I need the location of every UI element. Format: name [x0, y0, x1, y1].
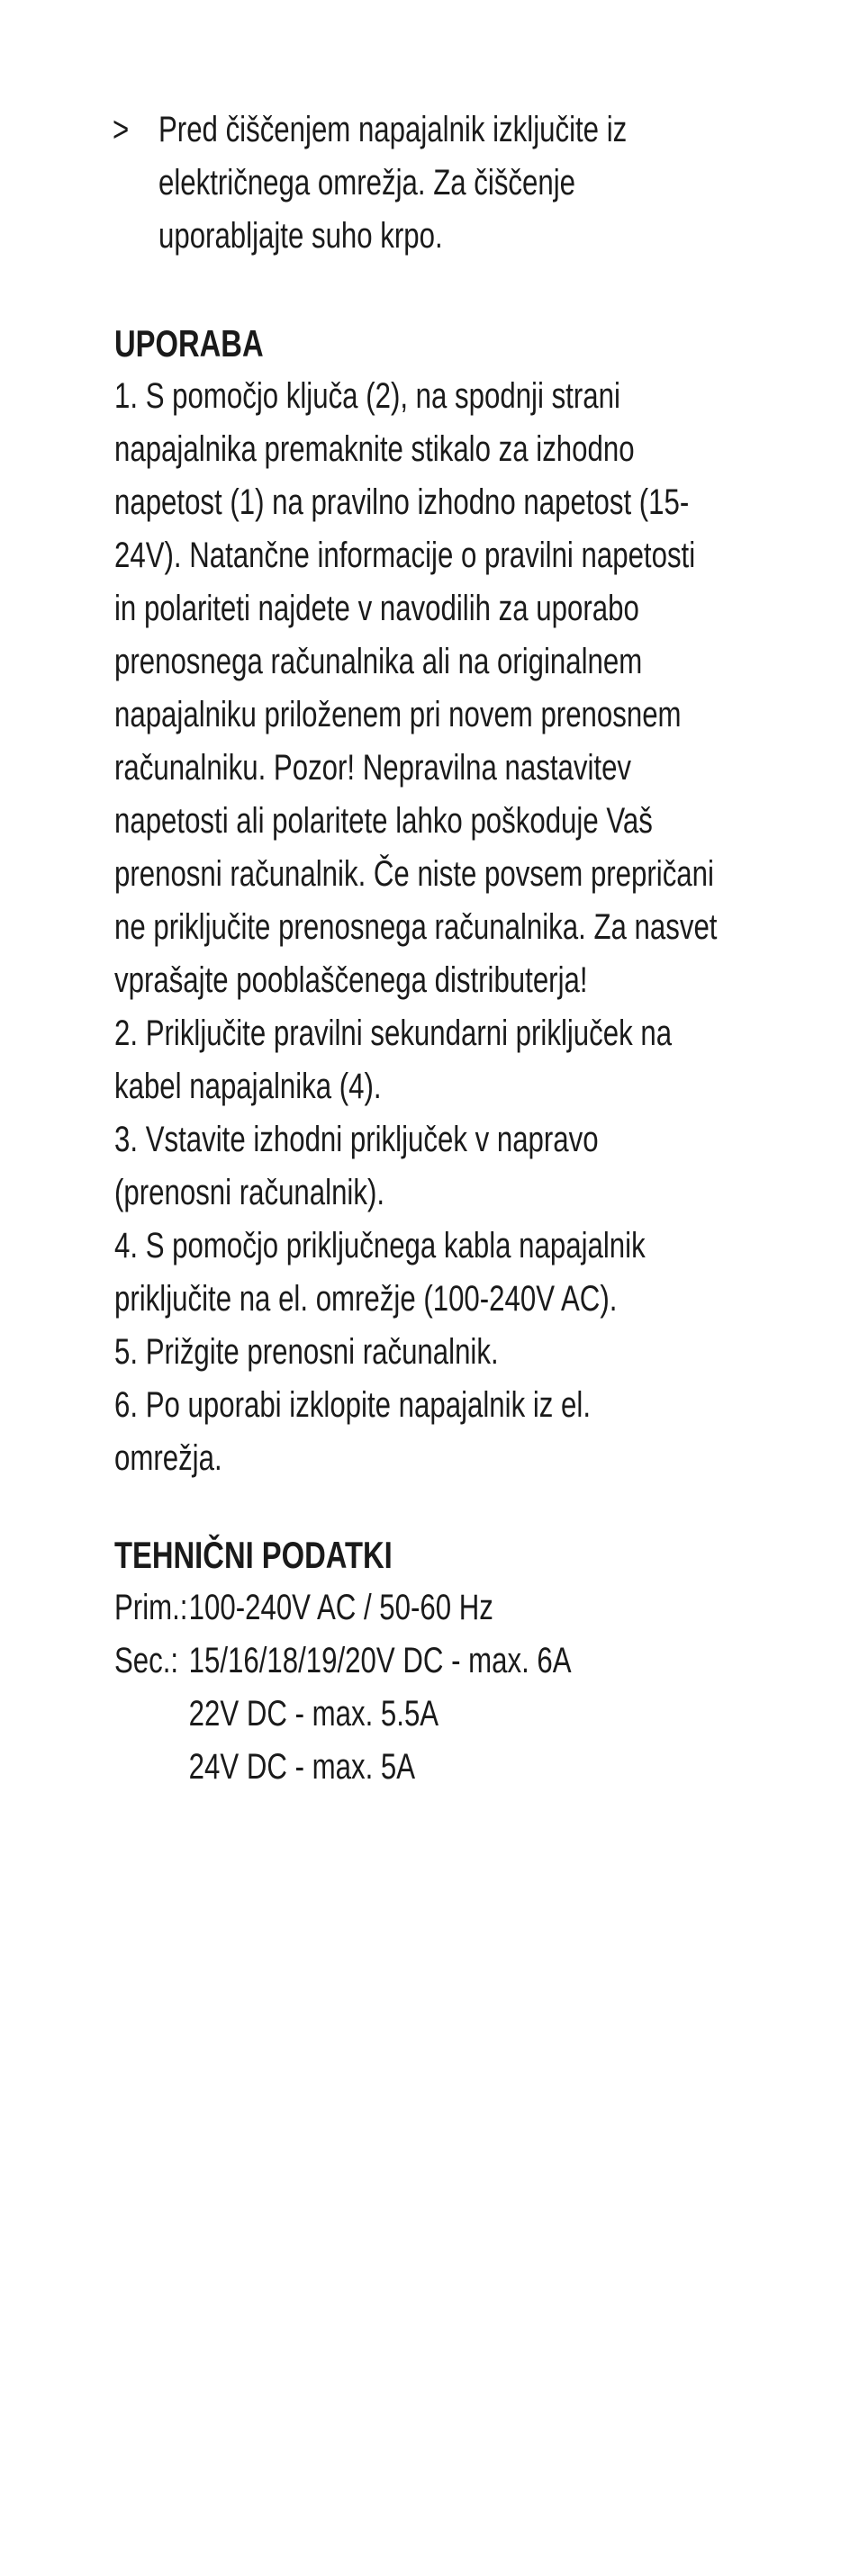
usage-line: napetosti ali polaritete lahko poškoduje Vaš: [114, 801, 653, 841]
usage-line: napajalnika premaknite stikalo za izhodno: [114, 429, 635, 469]
spec-value: 22V DC - max. 5.5A: [188, 1694, 439, 1734]
tech-specs-heading: TEHNIČNI PODATKI: [114, 1534, 393, 1576]
usage-line: ne priključite prenosnega računalnika. Za nasvet: [114, 907, 718, 947]
note-line: Pred čiščenjem napajalnik izključite iz: [158, 110, 628, 149]
usage-line: kabel napajalnika (4).: [114, 1067, 382, 1106]
usage-line: omrežja.: [114, 1438, 222, 1478]
usage-line: priključite na el. omrežje (100-240V AC).: [114, 1279, 618, 1319]
spec-label: Sec.:: [114, 1641, 179, 1680]
spec-value: 100-240V AC / 50-60 Hz: [188, 1588, 493, 1627]
usage-line: prenosnega računalnika ali na originalnem: [114, 642, 643, 681]
usage-line: in polariteti najdete v navodilih za uporabo: [114, 589, 639, 628]
usage-line: napetost (1) na pravilno izhodno napetost (15-: [114, 482, 690, 522]
bullet-marker: >: [113, 110, 130, 149]
usage-line: 6. Po uporabi izklopite napajalnik iz el.: [114, 1385, 591, 1425]
usage-line: računalniku. Pozor! Nepravilna nastavitev: [114, 748, 632, 788]
usage-line: (prenosni računalnik).: [114, 1173, 385, 1212]
usage-line: 5. Prižgite prenosni računalnik.: [114, 1332, 499, 1372]
usage-line: 3. Vstavite izhodni priključek v napravo: [114, 1120, 599, 1159]
note-line: uporabljajte suho krpo.: [158, 216, 443, 256]
usage-line: 24V). Natančne informacije o pravilni napetosti: [114, 536, 696, 575]
usage-line: vprašajte pooblaščenega distributerja!: [114, 960, 588, 1000]
usage-instructions: [114, 370, 717, 1485]
cleaning-note-text: [158, 104, 627, 263]
note-line: električnega omrežja. Za čiščenje: [158, 163, 576, 203]
spec-value: 24V DC - max. 5A: [188, 1747, 416, 1787]
spec-label: Prim.:: [114, 1588, 188, 1627]
spec-value: 15/16/18/19/20V DC - max. 6A: [188, 1641, 572, 1680]
usage-line: 1. S pomočjo ključa (2), na spodnji strani: [114, 376, 620, 416]
usage-heading: UPORABA: [114, 322, 264, 365]
usage-line: napajalniku priloženem pri novem prenosnem: [114, 695, 682, 734]
usage-line: 4. S pomočjo priključnega kabla napajalnik: [114, 1226, 646, 1265]
usage-line: 2. Priključite pravilni sekundarni priključek na: [114, 1013, 673, 1053]
usage-line: prenosni računalnik. Če niste povsem prepričani: [114, 854, 714, 894]
